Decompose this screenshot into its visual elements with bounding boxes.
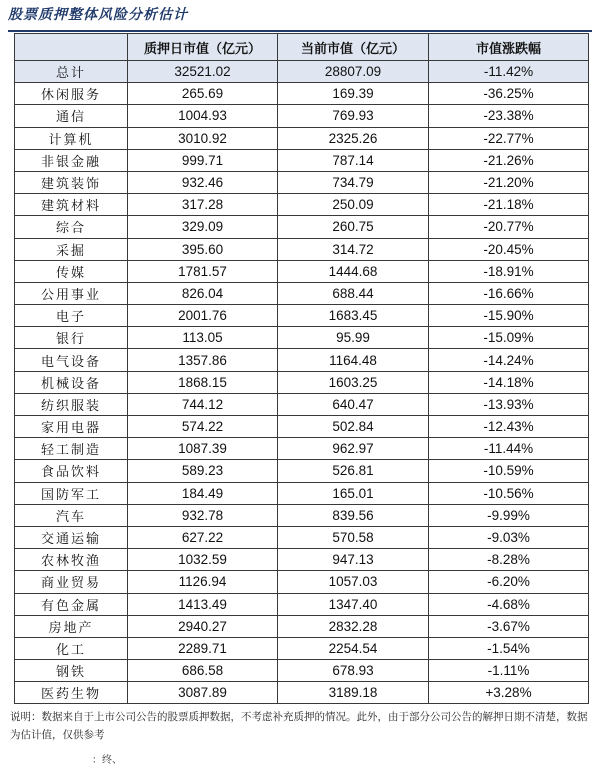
current-value-cell: 1164.48 bbox=[278, 349, 429, 371]
industry-cell: 化工 bbox=[15, 637, 128, 659]
industry-cell: 电子 bbox=[15, 305, 128, 327]
industry-cell: 非银金融 bbox=[15, 149, 128, 171]
title-divider bbox=[8, 30, 592, 32]
pledge-value-cell: 999.71 bbox=[128, 149, 278, 171]
current-value-cell: 260.75 bbox=[278, 216, 429, 238]
change-cell: -9.03% bbox=[429, 526, 589, 548]
current-value-cell: 734.79 bbox=[278, 171, 429, 193]
industry-cell: 建筑材料 bbox=[15, 194, 128, 216]
current-value-cell: 169.39 bbox=[278, 83, 429, 105]
table-row bbox=[15, 171, 589, 193]
current-value-cell: 570.58 bbox=[278, 526, 429, 548]
pledge-value-cell: 265.69 bbox=[128, 83, 278, 105]
change-cell: -13.93% bbox=[429, 393, 589, 415]
source-mark: ：终、 bbox=[92, 755, 122, 766]
change-cell: -10.59% bbox=[429, 460, 589, 482]
industry-cell: 汽车 bbox=[15, 504, 128, 526]
industry-cell: 食品饮料 bbox=[15, 460, 128, 482]
change-cell: -14.24% bbox=[429, 349, 589, 371]
change-cell: -11.44% bbox=[429, 438, 589, 460]
pledge-value-cell: 574.22 bbox=[128, 416, 278, 438]
pledge-value-cell: 3087.89 bbox=[128, 682, 278, 704]
industry-cell: 综合 bbox=[15, 216, 128, 238]
current-value-cell: 2832.28 bbox=[278, 615, 429, 637]
table-row bbox=[15, 549, 589, 571]
industry-cell: 交通运输 bbox=[15, 526, 128, 548]
footnote: 说明：数据来自于上市公司公告的股票质押数据，不考虑补充质押的情况。此外，由于部分公司公告的解押日期不清楚，数据为估计值，仅供参考 bbox=[10, 711, 588, 741]
current-value-cell: 769.93 bbox=[278, 105, 429, 127]
change-cell: -1.54% bbox=[429, 637, 589, 659]
table-row bbox=[15, 105, 589, 127]
table-row bbox=[15, 438, 589, 460]
table-row bbox=[15, 416, 589, 438]
industry-cell: 公用事业 bbox=[15, 282, 128, 304]
total-current-value: 28807.09 bbox=[278, 61, 429, 83]
current-value-cell: 947.13 bbox=[278, 549, 429, 571]
industry-cell: 轻工制造 bbox=[15, 438, 128, 460]
pledge-value-cell: 395.60 bbox=[128, 238, 278, 260]
table-row bbox=[15, 238, 589, 260]
table-row bbox=[15, 393, 589, 415]
current-value-cell: 165.01 bbox=[278, 482, 429, 504]
industry-cell: 家用电器 bbox=[15, 416, 128, 438]
pledge-value-cell: 932.46 bbox=[128, 171, 278, 193]
table-row bbox=[15, 571, 589, 593]
pledge-value-cell: 686.58 bbox=[128, 660, 278, 682]
header-row bbox=[15, 34, 589, 61]
table-row bbox=[15, 682, 589, 704]
pledge-value-cell: 589.23 bbox=[128, 460, 278, 482]
pledge-value-cell: 627.22 bbox=[128, 526, 278, 548]
table-row bbox=[15, 327, 589, 349]
current-value-cell: 839.56 bbox=[278, 504, 429, 526]
current-value-cell: 787.14 bbox=[278, 149, 429, 171]
pledge-value-cell: 1032.59 bbox=[128, 549, 278, 571]
current-value-cell: 2325.26 bbox=[278, 127, 429, 149]
industry-cell: 传媒 bbox=[15, 260, 128, 282]
table-row bbox=[15, 637, 589, 659]
table-row bbox=[15, 371, 589, 393]
pledge-value-cell: 1781.57 bbox=[128, 260, 278, 282]
table-row bbox=[15, 282, 589, 304]
industry-cell: 采掘 bbox=[15, 238, 128, 260]
industry-cell: 国防军工 bbox=[15, 482, 128, 504]
table-row bbox=[15, 615, 589, 637]
pledge-value-cell: 932.78 bbox=[128, 504, 278, 526]
industry-cell: 商业贸易 bbox=[15, 571, 128, 593]
change-cell: -21.20% bbox=[429, 171, 589, 193]
industry-cell: 纺织服装 bbox=[15, 393, 128, 415]
current-value-cell: 678.93 bbox=[278, 660, 429, 682]
pledge-value-cell: 317.28 bbox=[128, 194, 278, 216]
table-row bbox=[15, 593, 589, 615]
change-cell: -14.18% bbox=[429, 371, 589, 393]
pledge-value-cell: 1868.15 bbox=[128, 371, 278, 393]
table-row bbox=[15, 83, 589, 105]
industry-cell: 通信 bbox=[15, 105, 128, 127]
current-value-cell: 314.72 bbox=[278, 238, 429, 260]
pledge-value-cell: 3010.92 bbox=[128, 127, 278, 149]
change-cell: -6.20% bbox=[429, 571, 589, 593]
pledge-value-cell: 329.09 bbox=[128, 216, 278, 238]
table-row bbox=[15, 460, 589, 482]
change-cell: -4.68% bbox=[429, 593, 589, 615]
header-pledge-value: 质押日市值（亿元） bbox=[128, 34, 278, 61]
current-value-cell: 1347.40 bbox=[278, 593, 429, 615]
industry-cell: 房地产 bbox=[15, 615, 128, 637]
table-row bbox=[15, 482, 589, 504]
table-row bbox=[15, 149, 589, 171]
current-value-cell: 640.47 bbox=[278, 393, 429, 415]
table-row bbox=[15, 127, 589, 149]
current-value-cell: 1057.03 bbox=[278, 571, 429, 593]
table-title: 股票质押整体风险分析估计 bbox=[8, 7, 188, 23]
change-cell: -20.77% bbox=[429, 216, 589, 238]
change-cell: -21.18% bbox=[429, 194, 589, 216]
pledge-value-cell: 1004.93 bbox=[128, 105, 278, 127]
industry-cell: 钢铁 bbox=[15, 660, 128, 682]
header-change: 市值涨跌幅 bbox=[429, 34, 589, 61]
change-cell: -36.25% bbox=[429, 83, 589, 105]
current-value-cell: 1444.68 bbox=[278, 260, 429, 282]
table-row bbox=[15, 194, 589, 216]
table-row bbox=[15, 526, 589, 548]
current-value-cell: 502.84 bbox=[278, 416, 429, 438]
industry-cell: 电气设备 bbox=[15, 349, 128, 371]
change-cell: -23.38% bbox=[429, 105, 589, 127]
pledge-value-cell: 2940.27 bbox=[128, 615, 278, 637]
pledge-value-cell: 113.05 bbox=[128, 327, 278, 349]
current-value-cell: 250.09 bbox=[278, 194, 429, 216]
industry-cell: 建筑装饰 bbox=[15, 171, 128, 193]
pledge-value-cell: 1126.94 bbox=[128, 571, 278, 593]
change-cell: -22.77% bbox=[429, 127, 589, 149]
pledge-value-cell: 184.49 bbox=[128, 482, 278, 504]
pledge-value-cell: 2289.71 bbox=[128, 637, 278, 659]
pledge-value-cell: 826.04 bbox=[128, 282, 278, 304]
current-value-cell: 1683.45 bbox=[278, 305, 429, 327]
current-value-cell: 95.99 bbox=[278, 327, 429, 349]
change-cell: -15.90% bbox=[429, 305, 589, 327]
change-cell: -12.43% bbox=[429, 416, 589, 438]
total-pledge-value: 32521.02 bbox=[128, 61, 278, 83]
table-row bbox=[15, 349, 589, 371]
total-row bbox=[15, 61, 589, 83]
current-value-cell: 688.44 bbox=[278, 282, 429, 304]
pledge-value-cell: 744.12 bbox=[128, 393, 278, 415]
change-cell: -9.99% bbox=[429, 504, 589, 526]
change-cell: -3.67% bbox=[429, 615, 589, 637]
industry-cell: 农林牧渔 bbox=[15, 549, 128, 571]
header-industry bbox=[15, 34, 128, 61]
change-cell: +3.28% bbox=[429, 682, 589, 704]
industry-cell: 休闲服务 bbox=[15, 83, 128, 105]
industry-cell: 医药生物 bbox=[15, 682, 128, 704]
table-row bbox=[15, 305, 589, 327]
pledge-value-cell: 2001.76 bbox=[128, 305, 278, 327]
header-current-value: 当前市值（亿元） bbox=[278, 34, 429, 61]
change-cell: -21.26% bbox=[429, 149, 589, 171]
total-change: -11.42% bbox=[429, 61, 589, 83]
industry-cell: 银行 bbox=[15, 327, 128, 349]
change-cell: -18.91% bbox=[429, 260, 589, 282]
table-row bbox=[15, 216, 589, 238]
industry-cell: 有色金属 bbox=[15, 593, 128, 615]
pledge-value-cell: 1413.49 bbox=[128, 593, 278, 615]
current-value-cell: 526.81 bbox=[278, 460, 429, 482]
pledge-value-cell: 1087.39 bbox=[128, 438, 278, 460]
change-cell: -1.11% bbox=[429, 660, 589, 682]
current-value-cell: 2254.54 bbox=[278, 637, 429, 659]
pledge-risk-table bbox=[14, 33, 589, 704]
current-value-cell: 1603.25 bbox=[278, 371, 429, 393]
change-cell: -20.45% bbox=[429, 238, 589, 260]
table-row bbox=[15, 260, 589, 282]
change-cell: -15.09% bbox=[429, 327, 589, 349]
current-value-cell: 962.97 bbox=[278, 438, 429, 460]
total-label: 总计 bbox=[15, 61, 128, 83]
industry-cell: 机械设备 bbox=[15, 371, 128, 393]
industry-cell: 计算机 bbox=[15, 127, 128, 149]
pledge-value-cell: 1357.86 bbox=[128, 349, 278, 371]
change-cell: -10.56% bbox=[429, 482, 589, 504]
table-row bbox=[15, 660, 589, 682]
change-cell: -16.66% bbox=[429, 282, 589, 304]
table-row bbox=[15, 504, 589, 526]
current-value-cell: 3189.18 bbox=[278, 682, 429, 704]
change-cell: -8.28% bbox=[429, 549, 589, 571]
